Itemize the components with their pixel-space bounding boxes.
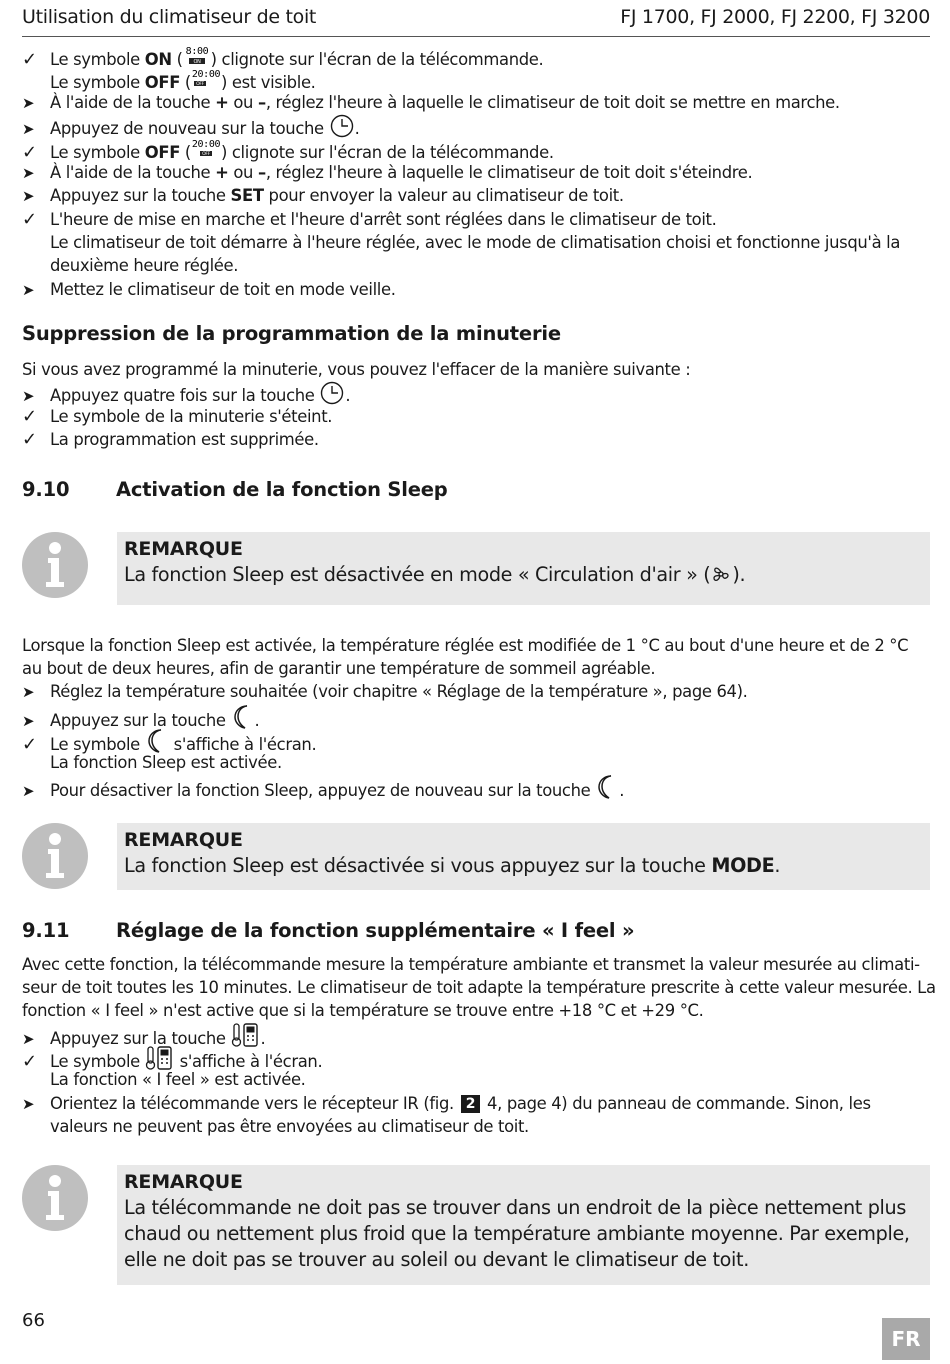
arrow-icon: ➤ [22,281,35,299]
list-item: ➤ Orientez la télécommande vers le récepteur IR (fig. 2 4, page 4) du panneau de commande. Sinon, les [22,1092,930,1116]
lcd-off-tag: OFF [202,152,210,158]
paragraph: fonction « I feel » n'est active que si la température se trouve entre +18 °C et +29 °C. [22,1001,704,1020]
note-text: La fonction Sleep est désactivée si vous appuyez sur la touche MODE. [124,854,781,877]
list-item: ➤ Appuyez sur la touche . [22,704,930,733]
list-item: ➤ Pour désactiver la fonction Sleep, appuyez de nouveau sur la touche . [22,774,930,803]
list-item: Le symbole OFF ( 20:00 OFF ) est visible. [50,69,316,92]
note-box [117,532,930,605]
section-number: 9.11 [22,919,70,942]
list-item: ➤ À l'aide de la touche + ou –, réglez l'heure à laquelle le climatiseur de toit doit s'éteindre. [22,161,930,185]
info-icon [22,532,88,598]
paragraph: Avec cette fonction, la télécommande mesure la température ambiante et transmet la valeur mesurée au climati- [22,955,920,974]
check-icon: ✓ [22,734,37,755]
note-text-line: La télécommande ne doit pas se trouver dans un endroit de la pièce nettement plus [124,1196,906,1219]
note-text: La fonction Sleep est désactivée en mode « Circulation d'air » ( ). [124,563,746,586]
list-item: deuxième heure réglée. [50,256,239,275]
page-header [22,6,930,37]
list-item: ➤ Mettez le climatiseur de toit en mode veille. [22,278,930,302]
header-models: FJ 1700, FJ 2000, FJ 2200, FJ 3200 [620,6,930,28]
note-text-line: chaud ou nettement plus froid que la température ambiante moyenne. Par exemple, [124,1222,910,1245]
list-item: ✓ Le symbole de la minuterie s'éteint. [22,406,333,427]
note-box [117,823,930,890]
paragraph: Si vous avez programmé la minuterie, vous pouvez l'effacer de la manière suivante : [22,360,691,379]
list-item: ✓ Le symbole ON ( 8:00 ON ) clignote sur l'écran de la télécommande. [22,46,544,70]
info-icon [22,823,88,889]
arrow-icon: ➤ [22,94,35,112]
arrow-icon: ➤ [22,164,35,182]
list-item: ✓ Le symbole s'affiche à l'écran. [22,1045,930,1073]
list-item: valeurs ne peuvent pas être envoyées au climatiseur de toit. [50,1117,529,1136]
list-item: ✓ Le symbole OFF ( 20:00 OFF ) clignote sur l'écran de la télécommande. [22,139,554,163]
list-item: La fonction « I feel » est activée. [50,1070,306,1089]
lcd-off-digits: 20:00 [191,69,221,80]
moon-icon [595,774,619,800]
paragraph: au bout de deux heures, afin de garantir une température de sommeil agréable. [22,659,656,678]
list-item: ✓ L'heure de mise en marche et l'heure d'arrêt sont réglées dans le climatiseur de toit. [22,209,717,230]
check-icon: ✓ [22,142,37,163]
list-item: ➤ Appuyez sur la touche SET pour envoyer la valeur au climatiseur de toit. [22,184,930,208]
arrow-icon: ➤ [22,187,35,205]
list-item: ➤ Appuyez sur la touche . [22,1022,930,1051]
section-title: 9.11 Réglage de la fonction supplémentaire « I feel » [22,919,635,942]
note-title: REMARQUE [124,1171,243,1193]
list-item: ✓ La programmation est supprimée. [22,429,319,450]
page-number: 66 [22,1310,45,1331]
language-tab: FR [882,1318,930,1360]
lcd-off-digits: 20:00 [191,139,221,150]
check-icon: ✓ [22,209,37,230]
list-item: ➤ À l'aide de la touche + ou –, réglez l'heure à laquelle le climatiseur de toit doit se mettre en marche. [22,91,930,115]
clock-icon [329,114,355,138]
list-item: ➤ Appuyez de nouveau sur la touche . [22,114,930,141]
info-icon [22,1165,88,1231]
section-number: 9.10 [22,478,70,501]
list-item: ➤ Réglez la température souhaitée (voir chapitre « Réglage de la température », page 64). [22,680,930,704]
arrow-icon: ➤ [22,782,35,800]
note-title: REMARQUE [124,829,243,851]
paragraph: Lorsque la fonction Sleep est activée, la température réglée est modifiée de 1 °C au bout d'une heure et de 2 °C [22,636,909,655]
check-icon: ✓ [22,49,37,70]
check-icon: ✓ [22,406,37,427]
check-icon: ✓ [22,429,37,450]
arrow-icon: ➤ [22,1030,35,1048]
clock-icon [319,381,345,405]
section-title: 9.10 Activation de la fonction Sleep [22,478,448,501]
note-text-line: elle ne doit pas se trouver au soleil ou devant le climatiseur de toit. [124,1248,749,1271]
lcd-on-icon [183,45,211,69]
arrow-icon: ➤ [22,120,35,138]
arrow-icon: ➤ [22,387,35,405]
list-item: ➤ Appuyez quatre fois sur la touche . [22,381,930,408]
lcd-off-icon [191,68,221,92]
figure-number-badge: 2 [461,1095,480,1113]
arrow-icon: ➤ [22,712,35,730]
check-icon: ✓ [22,1051,37,1072]
lcd-on-tag: ON [193,59,201,66]
subsection-title: Suppression de la programmation de la minuterie [22,322,561,345]
note-box [117,1165,930,1285]
lcd-off-tag: OFF [196,82,204,88]
paragraph: seur de toit toutes les 10 minutes. Le climatiseur de toit adapte la température prescrite à cette valeur mesurée. La [22,978,936,997]
lcd-on-digits: 8:00 [185,46,208,57]
lcd-off-icon [191,138,221,162]
list-item: ✓ Le symbole s'affiche à l'écran. [22,728,930,756]
fan-icon [710,563,732,585]
list-item: Le climatiseur de toit démarre à l'heure réglée, avec le mode de climatisation choisi et fonctionne jusqu'à la [50,233,901,252]
list-item: La fonction Sleep est activée. [50,753,282,772]
header-title: Utilisation du climatiseur de toit [22,6,317,28]
arrow-icon: ➤ [22,1095,35,1113]
moon-icon [231,704,255,730]
note-title: REMARQUE [124,538,243,560]
arrow-icon: ➤ [22,683,35,701]
